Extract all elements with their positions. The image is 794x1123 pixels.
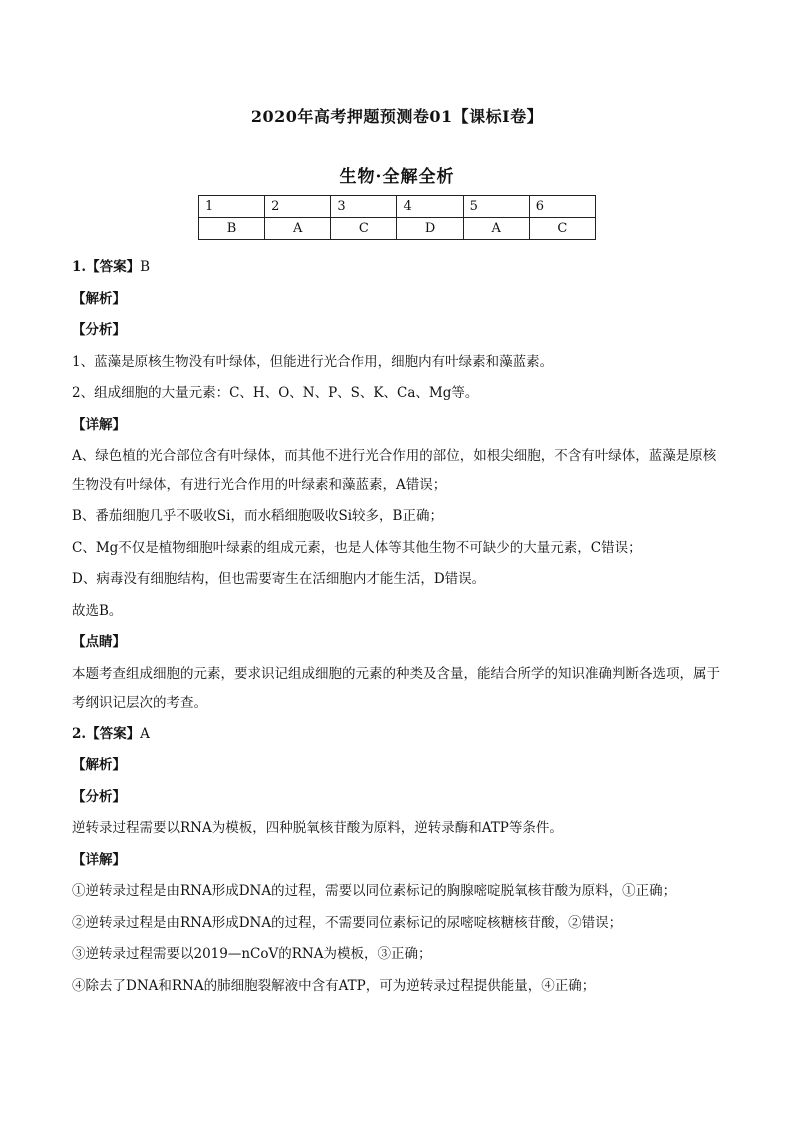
- q1-detail-line: B、番茄细胞几乎不吸收Si，而水稻细胞吸收Si较多，B正确；: [72, 508, 443, 524]
- question-number-cell: 6: [529, 196, 595, 218]
- q1-answer-line: [72, 252, 724, 284]
- q1-dianjing-text: 本题考查组成细胞的元素，要求识记组成细胞的元素的种类及含量，能结合所学的知识准确判断各选项，属于考纲识记层次的考查。: [72, 665, 720, 711]
- q1-detail-line: A、绿色植的光合部位含有叶绿体，而其他不进行光合作用的部位，如根尖细胞，不含有叶绿体，蓝藻是原核生物没有叶绿体，有进行光合作用的叶绿素和藻蓝素，A错误；: [72, 448, 717, 493]
- q2-detail-line: ③逆转录过程需要以2019—nCoV的RNA为模板，③正确；: [72, 946, 432, 962]
- q1-fenxi-line: 2、组成细胞的大量元素：C、H、O、N、P、S、K、Ca、Mg等。: [72, 385, 479, 401]
- answer-table: [198, 195, 596, 240]
- page-title: 2020年高考押题预测卷01【课标I卷】: [250, 107, 544, 126]
- question-number-cell: 4: [397, 196, 463, 218]
- question-number-cell: 3: [331, 196, 397, 218]
- q1-detail-line: C、Mg不仅是植物细胞叶绿素的组成元素，也是人体等其他生物不可缺少的大量元素，C错误；: [72, 539, 642, 556]
- q1-jiexi-heading: 【解析】: [72, 290, 126, 307]
- answer-table-number-row: [199, 196, 596, 218]
- q1-dianjing-heading: 【点睛】: [72, 634, 126, 650]
- q2-answer-value: A: [140, 725, 150, 742]
- q1-answer-value: B: [140, 259, 151, 275]
- q1-fenxi-heading: 【分析】: [72, 322, 126, 338]
- q2-detail-line: ①逆转录过程是由RNA形成DNA的过程，需要以同位素标记的胸腺嘧啶脱氧核苷酸为原料，①正确；: [72, 883, 677, 899]
- answer-table-answer-row: [199, 218, 596, 240]
- q1-xiangjie-heading: 【详解】: [72, 416, 126, 433]
- answer-cell: A: [463, 218, 529, 240]
- q2-fenxi-text: 逆转录过程需要以RNA为模板，四种脱氧核苷酸为原料，逆转录酶和ATP等条件。: [72, 820, 563, 836]
- question-number-cell: 2: [265, 196, 331, 218]
- question-number-cell: 5: [463, 196, 529, 218]
- page-subtitle: 生物·全解全析: [339, 167, 455, 187]
- answer-cell: C: [529, 218, 595, 240]
- q2-answer-line: [72, 719, 724, 751]
- solution-body: [72, 252, 724, 1002]
- answer-cell: D: [397, 218, 463, 240]
- q2-answer-heading: 2.【答案】: [72, 725, 141, 742]
- q2-fenxi-heading: 【分析】: [72, 788, 126, 805]
- q1-detail-line: D、病毒没有细胞结构，但也需要寄生在活细胞内才能生活，D错误。: [72, 571, 486, 587]
- question-number-cell: 1: [199, 196, 265, 218]
- q2-xiangjie-heading: 【详解】: [72, 851, 126, 868]
- answer-cell: C: [331, 218, 397, 240]
- answer-cell: B: [199, 218, 265, 240]
- q1-answer-heading: 1.【答案】: [72, 259, 141, 275]
- q1-detail-line: 故选B。: [72, 602, 123, 619]
- q2-jiexi-heading: 【解析】: [72, 757, 126, 773]
- q1-fenxi-line: 1、蓝藻是原核生物没有叶绿体，但能进行光合作用，细胞内有叶绿素和藻蓝素。: [72, 353, 554, 370]
- q2-detail-line: ②逆转录过程是由RNA形成DNA的过程，不需要同位素标记的尿嘧啶核糖核苷酸，②错误；: [72, 914, 623, 931]
- q2-detail-line: ④除去了DNA和RNA的肺细胞裂解液中含有ATP，可为逆转录过程提供能量，④正确；: [72, 977, 596, 994]
- answer-cell: A: [265, 218, 331, 240]
